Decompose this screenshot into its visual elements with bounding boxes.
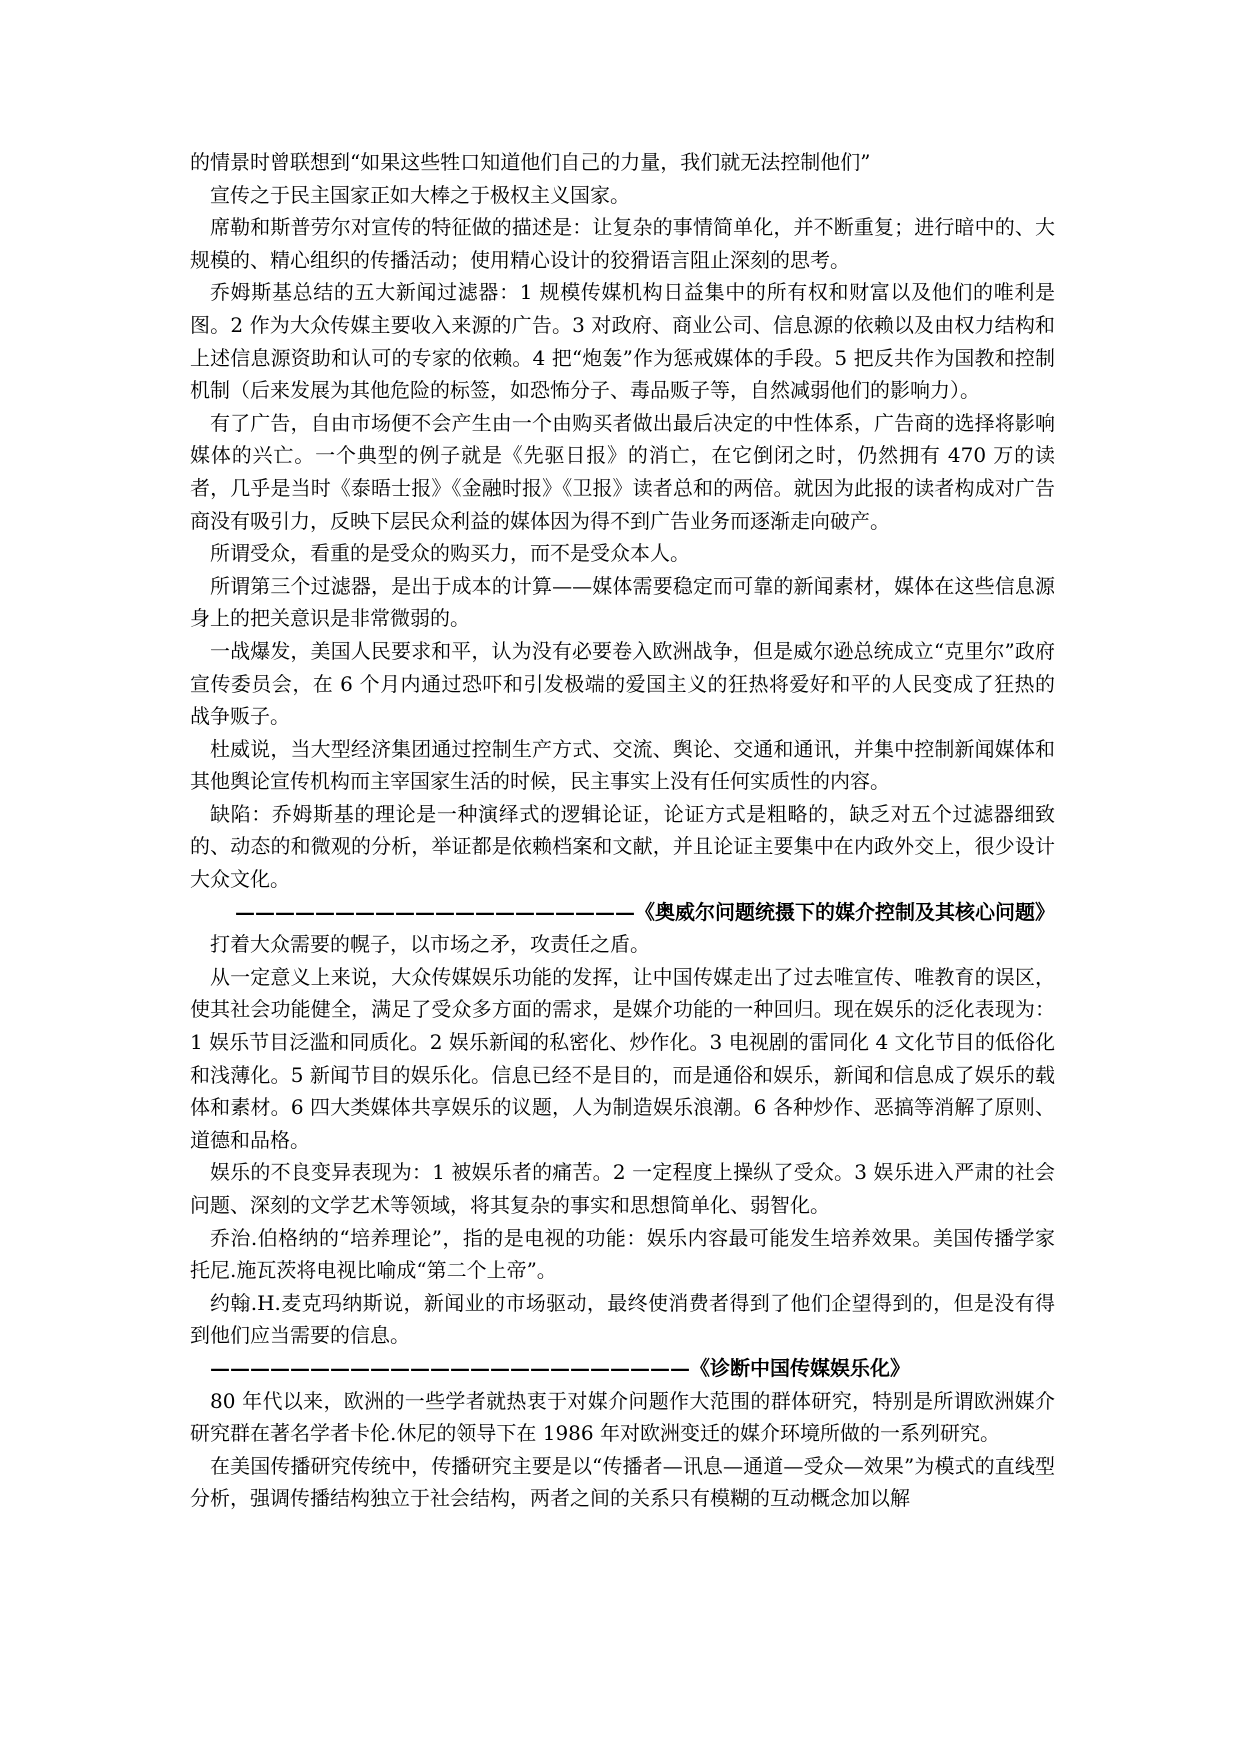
paragraph-entertainment-function: 从一定意义上来说，大众传媒娱乐功能的发挥，让中国传媒走出了过去唯宣传、唯教育的误区，使其社会功能健全，满足了受众多方面的需求，是媒介功能的一种回归。现在娱乐的泛化表现为：1 娱乐节目泛滥和同质化。2 娱乐新闻的私密化、炒作化。3 电视剧的雷同化 4 文化节目的低俗化和浅薄化。5 新闻节目的娱乐化。信息已经不是目的，而是通俗和娱乐，新闻和信息成了娱乐的载体和素材。6 四大类媒体共享娱乐的议题，人为制造娱乐浪潮。6 各种炒作、恶搞等消解了原则、道德和品格。 <box>190 964 1055 1152</box>
paragraph-dewey: 杜威说，当大型经济集团通过控制生产方式、交流、舆论、交通和通讯，并集中控制新闻媒体和其他舆论宣传机构而主宰国家生活的时候，民主事实上没有任何实质性的内容。 <box>190 736 1055 794</box>
paragraph-market-slogan: 打着大众需要的幌子，以市场之矛，攻责任之盾。 <box>210 932 650 957</box>
paragraph-mcmanus: 约翰.H.麦克玛纳斯说，新闻业的市场驱动，最终使消费者得到了他们企望得到的，但是没有得到他们应当需要的信息。 <box>190 1290 1055 1348</box>
paragraph-advertising: 有了广告，自由市场便不会产生由一个由购买者做出最后决定的中性体系，广告商的选择将影响媒体的兴亡。一个典型的例子就是《先驱日报》的消亡，在它倒闭之时，仍然拥有 470 万的读者，几乎是当时《泰晤士报》《金融时报》《卫报》读者总和的两倍。就因为此报的读者构成对广告商没有吸引力，反映下层民众利益的媒体因为得不到广告业务而逐渐走向破产。 <box>190 410 1055 533</box>
paragraph-third-filter: 所谓第三个过滤器，是出于成本的计算——媒体需要稳定而可靠的新闻素材，媒体在这些信息源身上的把关意识是非常微弱的。 <box>190 573 1055 631</box>
paragraph-cultivation-theory: 乔治.伯格纳的“培养理论”，指的是电视的功能：娱乐内容最可能发生培养效果。美国传播学家托尼.施瓦茨将电视比喻成“第二个上帝”。 <box>190 1225 1055 1283</box>
paragraph-wwi: 一战爆发，美国人民要求和平，认为没有必要卷入欧洲战争，但是威尔逊总统成立“克里尔”政府宣传委员会，在 6 个月内通过恐吓和引发极端的爱国主义的狂热将爱好和平的人民变成了狂热的战争贩子。 <box>190 638 1055 729</box>
section-source-line: ————————————————————《奥威尔问题统摄下的媒介控制及其核心问题》 <box>235 899 1055 924</box>
paragraph-propaganda-metaphor: 宣传之于民主国家正如大棒之于极权主义国家。 <box>210 182 630 207</box>
paragraph-european-research: 80 年代以来，欧洲的一些学者就热衷于对媒介问题作大范围的群体研究，特别是所谓欧洲媒介研究群在著名学者卡伦.休尼的领导下在 1986 年对欧洲变迁的媒介环境所做的一系列研究。 <box>190 1388 1055 1446</box>
section-source-line: ————————————————————————《诊断中国传媒娱乐化》 <box>210 1355 910 1380</box>
paragraph-shortcomings: 缺陷：乔姆斯基的理论是一种演绎式的逻辑论证，论证方式是粗略的，缺乏对五个过滤器细致的、动态的和微观的分析，举证都是依赖档案和文献，并且论证主要集中在内政外交上，很少设计大众文化。 <box>190 801 1055 892</box>
paragraph-five-filters: 乔姆斯基总结的五大新闻过滤器：1 规模传媒机构日益集中的所有权和财富以及他们的唯利是图。2 作为大众传媒主要收入来源的广告。3 对政府、商业公司、信息源的依赖以及由权力结构和上述信息源资助和认可的专家的依赖。4 把“炮轰”作为惩戒媒体的手段。5 把反共作为国教和控制机制（后来发展为其他危险的标签，如恐怖分子、毒品贩子等，自然减弱他们的影响力）。 <box>190 280 1055 403</box>
paragraph-propaganda-features: 席勒和斯普劳尔对宣传的特征做的描述是：让复杂的事情简单化，并不断重复；进行暗中的、大规模的、精心组织的传播活动；使用精心设计的狡猾语言阻止深刻的思考。 <box>190 215 1055 272</box>
paragraph-continuation: 的情景时曾联想到“如果这些牲口知道他们自己的力量，我们就无法控制他们” <box>190 150 871 174</box>
document-page <box>190 146 1055 1515</box>
paragraph-american-tradition: 在美国传播研究传统中，传播研究主要是以“传播者—讯息—通道—受众—效果”为模式的直线型分析，强调传播结构独立于社会结构，两者之间的关系只有模糊的互动概念加以解 <box>190 1453 1055 1511</box>
paragraph-audience: 所谓受众，看重的是受众的购买力，而不是受众本人。 <box>210 541 690 566</box>
paragraph-entertainment-mutation: 娱乐的不良变异表现为：1 被娱乐者的痛苦。2 一定程度上操纵了受众。3 娱乐进入严肃的社会问题、深刻的文学艺术等领域，将其复杂的事实和思想简单化、弱智化。 <box>190 1160 1055 1217</box>
